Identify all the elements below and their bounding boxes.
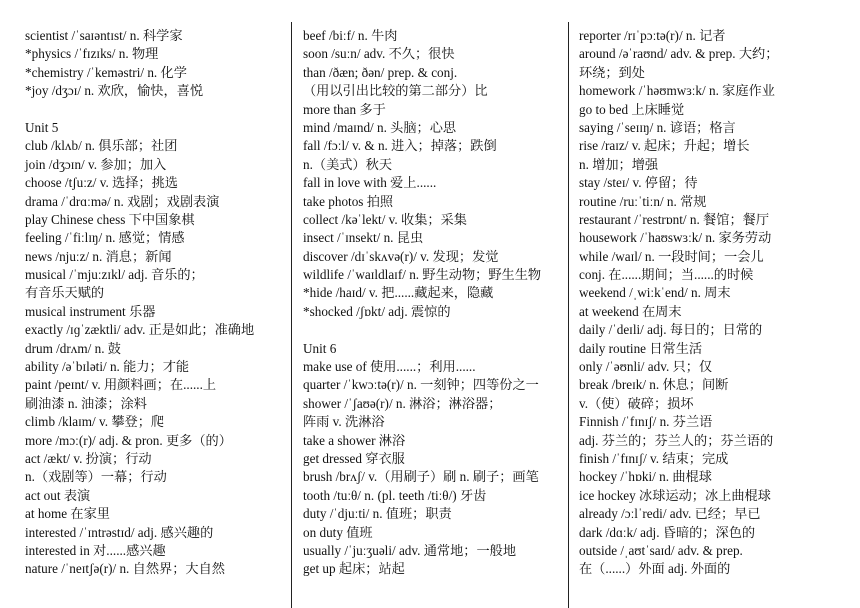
vocab-line: daily routine 日常生活 <box>579 340 703 356</box>
vocab-line: 在（......）外面 adj. 外面的 <box>579 561 731 577</box>
vocab-line: act /ækt/ v. 扮演；行动 <box>25 450 152 466</box>
vocab-line: tooth /tuːθ/ n. (pl. teeth /tiːθ/) 牙齿 <box>303 487 487 503</box>
vocab-line: Unit 5 <box>25 119 59 135</box>
vocab-line: take photos 拍照 <box>303 193 394 209</box>
vocab-line: n.（美式）秋天 <box>303 156 393 172</box>
vocab-line: 有音乐天赋的 <box>25 285 105 301</box>
vocab-line: only /ˈəʊnli/ adv. 只；仅 <box>579 359 713 375</box>
vocab-line: stay /steɪ/ v. 停留；待 <box>579 175 698 191</box>
vocab-line: go to bed 上床睡觉 <box>579 101 685 117</box>
vocab-line: than /ðæn; ðən/ prep. & conj. <box>303 64 458 80</box>
vocab-line: rise /raɪz/ v. 起床；升起；增长 <box>579 138 750 154</box>
vocab-line: *hide /haɪd/ v. 把......藏起来，隐藏 <box>303 285 494 301</box>
vocab-line: club /klʌb/ n. 俱乐部；社团 <box>25 138 178 154</box>
vocab-line: housework /ˈhaʊswɜːk/ n. 家务劳动 <box>579 230 772 246</box>
vocab-line: *physics /ˈfɪzɪks/ n. 物理 <box>25 46 159 62</box>
vocab-line: homework /ˈhəʊmwɜːk/ n. 家庭作业 <box>579 83 775 99</box>
vocab-line: beef /biːf/ n. 牛肉 <box>303 28 398 43</box>
vocab-line: restaurant /ˈrestrɒnt/ n. 餐馆；餐厅 <box>579 211 770 227</box>
vocab-line: make use of 使用......；利用...... <box>303 359 476 375</box>
vocab-line: already /ɔːlˈredi/ adv. 已经；早已 <box>579 506 761 522</box>
vocab-line: shower /ˈʃaʊə(r)/ n. 淋浴；淋浴器； <box>303 395 502 411</box>
vocab-line: at weekend 在周末 <box>579 303 682 319</box>
vocab-line: *chemistry /ˈkeməstri/ n. 化学 <box>25 64 187 80</box>
vocab-line: at home 在家里 <box>25 506 110 522</box>
vocab-line: scientist /ˈsaɪəntɪst/ n. 科学家 <box>25 28 183 43</box>
vocab-line: get dressed 穿衣服 <box>303 450 405 466</box>
vocab-line: weekend /ˌwiːkˈend/ n. 周末 <box>579 285 731 301</box>
vocab-line: fall in love with 爱上...... <box>303 175 437 191</box>
vocab-line: drum /drʌm/ n. 鼓 <box>25 340 121 356</box>
vocab-line: more than 多于 <box>303 101 386 117</box>
vocab-line: paint /peɪnt/ v. 用颜料画；在......上 <box>25 377 217 393</box>
vocab-line: brush /brʌʃ/ v.（用刷子）刷 n. 刷子；画笔 <box>303 469 539 485</box>
vocab-line: adj. 芬兰的；芬兰人的；芬兰语的 <box>579 432 774 448</box>
vocab-line: daily /ˈdeɪli/ adj. 每日的；日常的 <box>579 322 763 338</box>
vocab-line: insect /ˈɪnsekt/ n. 昆虫 <box>303 230 424 246</box>
vocab-line: saying /ˈseɪɪŋ/ n. 谚语；格言 <box>579 119 736 135</box>
vocabulary-column-2 <box>302 27 572 579</box>
vocab-line: Unit 6 <box>303 340 337 356</box>
vocab-line: reporter /rɪˈpɔːtə(r)/ n. 记者 <box>579 28 726 43</box>
vocab-line: while /waɪl/ n. 一段时间；一会儿 <box>579 248 764 264</box>
vocab-line: wildlife /ˈwaɪldlaɪf/ n. 野生动物；野生生物 <box>303 267 542 283</box>
vocab-line: break /breɪk/ n. 休息；间断 <box>579 377 729 393</box>
vocab-line: usually /ˈjuːʒuəli/ adv. 通常地；一般地 <box>303 542 517 558</box>
vocab-line <box>302 321 572 339</box>
vocab-line: join /dʒɔɪn/ v. 参加；加入 <box>25 156 167 172</box>
vocab-line: interested /ˈɪntrəstɪd/ adj. 感兴趣的 <box>25 524 214 540</box>
vocab-line: play Chinese chess 下中国象棋 <box>25 211 195 227</box>
vocab-line: climb /klaɪm/ v. 攀登；爬 <box>25 414 165 430</box>
vocab-line: duty /ˈdjuːti/ n. 值班；职责 <box>303 506 452 522</box>
vocab-line: ice hockey 冰球运动；冰上曲棍球 <box>579 487 771 503</box>
vocab-line: discover /dɪˈskʌvə(r)/ v. 发现；发觉 <box>303 248 499 264</box>
vocab-line: drama /ˈdrɑːmə/ n. 戏剧；戏剧表演 <box>25 193 220 209</box>
vocab-line: dark /dɑːk/ adj. 昏暗的；深色的 <box>579 524 756 540</box>
vocab-line: feeling /ˈfiːlɪŋ/ n. 感觉；情感 <box>25 230 185 246</box>
vocab-line: exactly /ɪɡˈzæktli/ adv. 正是如此；准确地 <box>25 322 255 338</box>
vocab-line: quarter /ˈkwɔːtə(r)/ n. 一刻钟；四等份之一 <box>303 377 539 393</box>
vocab-line: *joy /dʒɔɪ/ n. 欢欣，愉快，喜悦 <box>25 83 204 99</box>
vocab-line: nature /ˈneɪtʃə(r)/ n. 自然界；大自然 <box>25 561 225 577</box>
vocab-line: finish /ˈfɪnɪʃ/ v. 结束；完成 <box>579 450 729 466</box>
vocab-line: n. 增加；增强 <box>579 156 659 172</box>
vocab-line: interested in 对......感兴趣 <box>25 542 166 558</box>
vocab-line: *shocked /ʃɒkt/ adj. 震惊的 <box>303 303 451 319</box>
vocab-line: musical instrument 乐器 <box>25 303 156 319</box>
vocab-line: 环绕；到处 <box>579 64 645 80</box>
vocabulary-column-1 <box>25 27 295 579</box>
vocab-line: news /njuːz/ n. 消息；新闻 <box>25 248 172 264</box>
vocab-line: v.（使）破碎；损坏 <box>579 395 694 411</box>
vocab-line: hockey /ˈhɒki/ n. 曲棍球 <box>579 469 712 485</box>
vocabulary-column-3 <box>578 27 848 579</box>
vocab-line: on duty 值班 <box>303 524 373 540</box>
vocab-line: Finnish /ˈfɪnɪʃ/ n. 芬兰语 <box>579 414 713 430</box>
vocab-line: take a shower 淋浴 <box>303 432 406 448</box>
vocab-line: routine /ruːˈtiːn/ n. 常规 <box>579 193 707 209</box>
vocab-line: around /əˈraʊnd/ adv. & prep. 大约； <box>579 46 779 62</box>
vocab-line: collect /kəˈlekt/ v. 收集；采集 <box>303 211 467 227</box>
vocab-line: 刷油漆 n. 油漆；涂料 <box>25 395 147 411</box>
vocab-line <box>25 101 295 119</box>
vocab-line: more /mɔː(r)/ adj. & pron. 更多（的） <box>25 432 232 448</box>
vocab-line: 阵雨 v. 洗淋浴 <box>303 414 385 430</box>
vocab-line: ability /əˈbɪləti/ n. 能力；才能 <box>25 359 190 375</box>
vocab-line: act out 表演 <box>25 487 91 503</box>
vocab-line: choose /tʃuːz/ v. 选择；挑选 <box>25 175 178 191</box>
vocab-line: （用以引出比较的第二部分）比 <box>303 83 488 99</box>
vocab-line: conj. 在......期间；当......的时候 <box>579 267 754 283</box>
vocab-line: musical /ˈmjuːzɪkl/ adj. 音乐的； <box>25 267 204 283</box>
vocab-line: fall /fɔːl/ v. & n. 进入；掉落；跌倒 <box>303 138 497 154</box>
vocab-line: outside /ˌaʊtˈsaɪd/ adv. & prep. <box>579 542 743 558</box>
vocab-line: get up 起床；站起 <box>303 561 405 577</box>
vocab-line: mind /maɪnd/ n. 头脑；心思 <box>303 119 457 135</box>
vocab-line: soon /suːn/ adv. 不久；很快 <box>303 46 455 62</box>
vocab-line: n.（戏剧等）一幕；行动 <box>25 469 167 485</box>
